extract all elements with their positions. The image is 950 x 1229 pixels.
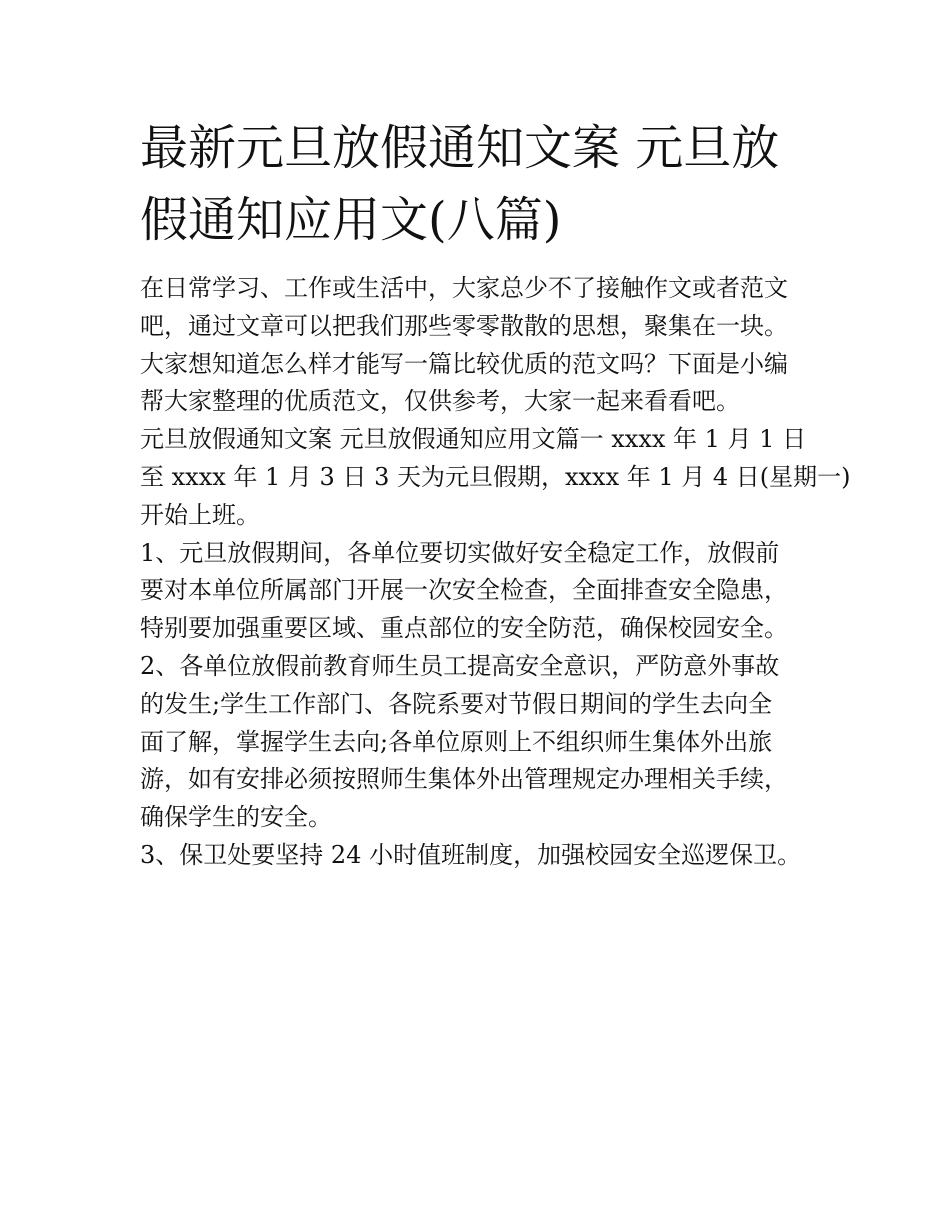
title-line: 最新元旦放假通知文案 元旦放 (140, 120, 780, 176)
paragraph-line: 游，如有安排必须按照师生集体外出管理规定办理相关手续， (140, 765, 788, 794)
title-line: 假通知应用文(八篇) (140, 192, 562, 248)
notice-paragraph (140, 421, 851, 534)
document-content (140, 112, 851, 875)
paragraph-line: 3、保卫处要坚持 24 小时值班制度，加强校园安全巡逻保卫。 (140, 840, 802, 869)
paragraph-line: 的发生;学生工作部门、各院系要对节假日期间的学生去向全 (140, 689, 773, 718)
paragraph-line: 确保学生的安全。 (140, 803, 332, 832)
paragraph-line: 1、元旦放假期间，各单位要切实做好安全稳定工作，放假前 (140, 538, 780, 567)
paragraph-line: 元旦放假通知文案 元旦放假通知应用文篇一 xxxx 年 1 月 1 日 (140, 425, 807, 454)
paragraph-line: 面了解，掌握学生去向;各单位原则上不组织师生集体外出旅 (140, 727, 773, 756)
paragraph-line: 要对本单位所属部门开展一次安全检查，全面排查安全隐患， (140, 576, 788, 605)
paragraph-line: 至 xxxx 年 1 月 3 日 3 天为元旦假期，xxxx 年 1 月 4 日(星期一) (140, 462, 851, 491)
paragraph-line: 特别要加强重要区域、重点部位的安全防范，确保校园安全。 (140, 614, 788, 643)
numbered-paragraph-3 (140, 837, 820, 875)
paragraph-line: 吧，通过文章可以把我们那些零零散散的思想，聚集在一块。 (140, 311, 788, 340)
paragraph-line: 开始上班。 (140, 500, 260, 529)
document-body (140, 270, 851, 875)
document-title (140, 112, 820, 256)
paragraph-line: 在日常学习、工作或生活中，大家总少不了接触作文或者范文 (140, 274, 788, 302)
paragraph-line: 帮大家整理的优质范文，仅供参考，大家一起来看看吧。 (140, 387, 740, 416)
intro-paragraph (140, 270, 820, 421)
paragraph-line: 2、各单位放假前教育师生员工提高安全意识，严防意外事故 (140, 651, 780, 680)
numbered-paragraph-2 (140, 648, 820, 837)
paragraph-line: 大家想知道怎么样才能写一篇比较优质的范文吗？下面是小编 (140, 349, 788, 378)
numbered-paragraph-1 (140, 535, 820, 648)
